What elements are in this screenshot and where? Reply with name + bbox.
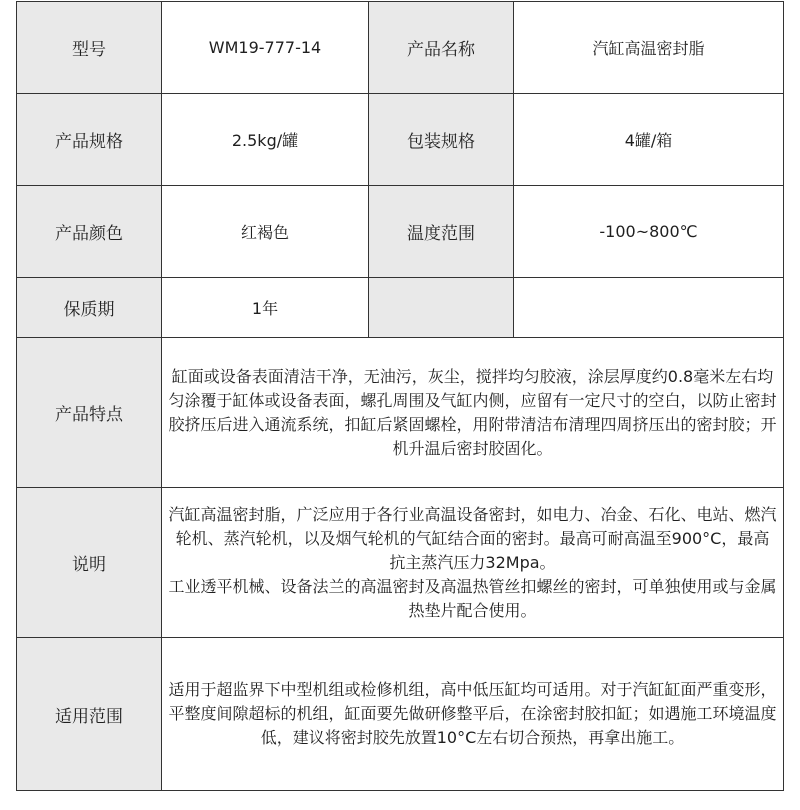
table-row-features: [17, 338, 784, 488]
features-text: 缸面或设备表面清洁干净，无油污，灰尘，搅拌均匀胶液，涂层厚度约0.8毫米左右均匀涂覆于缸体或设备表面，螺孔周围及气缸内侧，应留有一定尺寸的空白，以防止密封胶挤压后进入通流系统，扣缸后紧固螺栓，用附带清洁布清理四周挤压出的密封胶；开机升温后密封胶固化。: [162, 338, 784, 488]
table-row-model: [17, 2, 784, 94]
packing-value: 4罐/箱: [514, 94, 784, 186]
shelf-life-value: 1年: [162, 278, 369, 338]
empty-value-cell: [514, 278, 784, 338]
shelf-life-label: 保质期: [17, 278, 162, 338]
spec-label: 产品规格: [17, 94, 162, 186]
packing-label: 包装规格: [369, 94, 514, 186]
temperature-value: -100~800℃: [514, 186, 784, 278]
table-row-spec: [17, 94, 784, 186]
description-paragraph-2: 工业透平机械、设备法兰的高温密封及高温热管丝扣螺丝的密封，可单独使用或与金属热垫片配合使用。: [168, 576, 777, 620]
model-value: WM19-777-14: [162, 2, 369, 94]
product-name-label: 产品名称: [369, 2, 514, 94]
color-label: 产品颜色: [17, 186, 162, 278]
description-cell: [162, 488, 784, 638]
table-row-scope: [17, 638, 784, 791]
spec-value: 2.5kg/罐: [162, 94, 369, 186]
table-row-shelf-life: [17, 278, 784, 338]
description-paragraph-1: 汽缸高温密封脂，广泛应用于各行业高温设备密封，如电力、冶金、石化、电站、燃汽轮机、蒸汽轮机，以及烟气轮机的气缸结合面的密封。最高可耐高温至900°C，最高抗主蒸汽压力32Mpa。: [168, 504, 777, 572]
scope-label: 适用范围: [17, 638, 162, 791]
empty-label-cell: [369, 278, 514, 338]
features-label: 产品特点: [17, 338, 162, 488]
product-spec-table: [16, 1, 784, 791]
description-label: 说明: [17, 488, 162, 638]
scope-text: 适用于超监界下中型机组或检修机组，高中低压缸均可适用。对于汽缸缸面严重变形，平整度间隙超标的机组，缸面要先做研修整平后，在涂密封胶扣缸；如遇施工环境温度低，建议将密封胶先放置10°C左右切合预热，再拿出施工。: [162, 638, 784, 791]
table-row-color: [17, 186, 784, 278]
table-row-description: [17, 488, 784, 638]
temperature-label: 温度范围: [369, 186, 514, 278]
product-name-value: 汽缸高温密封脂: [514, 2, 784, 94]
model-label: 型号: [17, 2, 162, 94]
color-value: 红褐色: [162, 186, 369, 278]
